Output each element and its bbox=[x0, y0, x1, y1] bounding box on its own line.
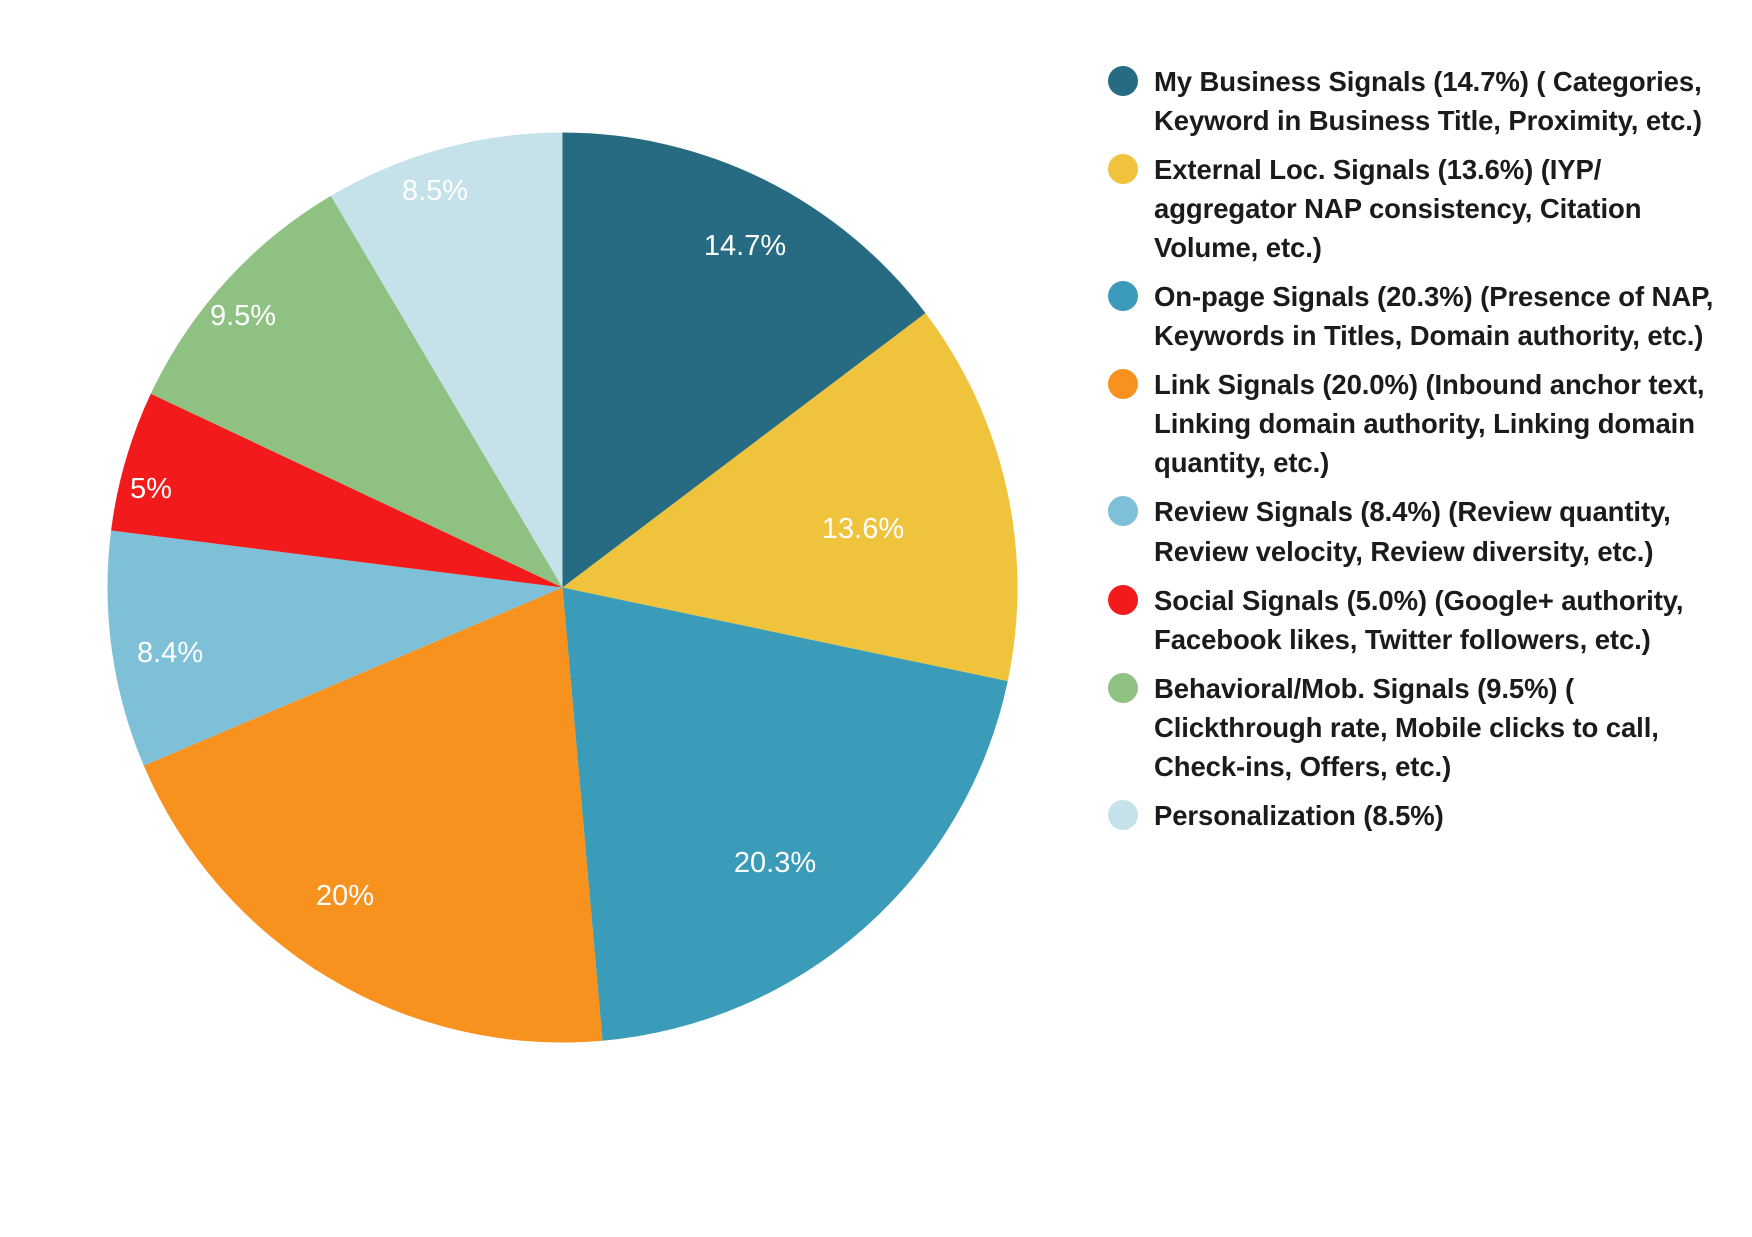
slice-label-behavioral-mob-signals: 9.5% bbox=[209, 300, 277, 332]
legend-item-label: External Loc. Signals (13.6%) (IYP/ aggregator NAP consistency, Citation Volume, etc.) bbox=[1154, 154, 1642, 264]
legend-swatch-icon bbox=[1108, 369, 1138, 399]
legend-swatch-icon bbox=[1108, 281, 1138, 311]
legend-item-behavioral-mob-signals[interactable] bbox=[1108, 669, 1732, 786]
legend-item-label: Link Signals (20.0%) (Inbound anchor text, Linking domain authority, Linking domain quantity, etc.) bbox=[1154, 369, 1705, 479]
slice-label-on-page-signals: 20.3% bbox=[733, 847, 817, 879]
legend-swatch-icon bbox=[1108, 496, 1138, 526]
slice-label-my-business-signals: 14.7% bbox=[703, 230, 787, 262]
legend-item-on-page-signals[interactable] bbox=[1108, 277, 1732, 355]
legend-item-link-signals[interactable] bbox=[1108, 365, 1732, 482]
slice-label-link-signals: 20% bbox=[315, 880, 375, 912]
slice-label-personalization: 8.5% bbox=[401, 175, 469, 207]
legend-item-my-business-signals[interactable] bbox=[1108, 62, 1732, 140]
legend-item-label: My Business Signals (14.7%) ( Categories, Keyword in Business Title, Proximity, etc.) bbox=[1154, 66, 1702, 137]
legend bbox=[1080, 0, 1752, 845]
legend-item-review-signals[interactable] bbox=[1108, 492, 1732, 570]
pie-chart bbox=[95, 120, 1030, 1055]
legend-swatch-icon bbox=[1108, 800, 1138, 830]
slice-label-review-signals: 8.4% bbox=[137, 637, 204, 669]
legend-item-personalization[interactable] bbox=[1108, 796, 1732, 835]
legend-item-label: On-page Signals (20.3%) (Presence of NAP, Keywords in Titles, Domain authority, etc.) bbox=[1154, 281, 1714, 352]
pie-svg bbox=[95, 120, 1030, 1055]
legend-swatch-icon bbox=[1108, 154, 1138, 184]
legend-item-label: Review Signals (8.4%) (Review quantity, Review velocity, Review diversity, etc.) bbox=[1154, 496, 1671, 567]
legend-item-label: Personalization (8.5%) bbox=[1154, 799, 1444, 831]
legend-item-label: Social Signals (5.0%) (Google+ authority, Facebook likes, Twitter followers, etc.) bbox=[1154, 584, 1684, 655]
legend-item-external-loc-signals[interactable] bbox=[1108, 150, 1732, 267]
legend-item-social-signals[interactable] bbox=[1108, 581, 1732, 659]
legend-item-label: Behavioral/Mob. Signals (9.5%) ( Clickthrough rate, Mobile clicks to call, Check-ins, Offers, etc.) bbox=[1154, 672, 1659, 782]
legend-swatch-icon bbox=[1108, 585, 1138, 615]
legend-swatch-icon bbox=[1108, 66, 1138, 96]
slice-label-external-loc-signals: 13.6% bbox=[821, 513, 905, 545]
slice-label-social-signals: 5% bbox=[130, 473, 172, 505]
legend-swatch-icon bbox=[1108, 673, 1138, 703]
pie-slices bbox=[107, 133, 1017, 1043]
